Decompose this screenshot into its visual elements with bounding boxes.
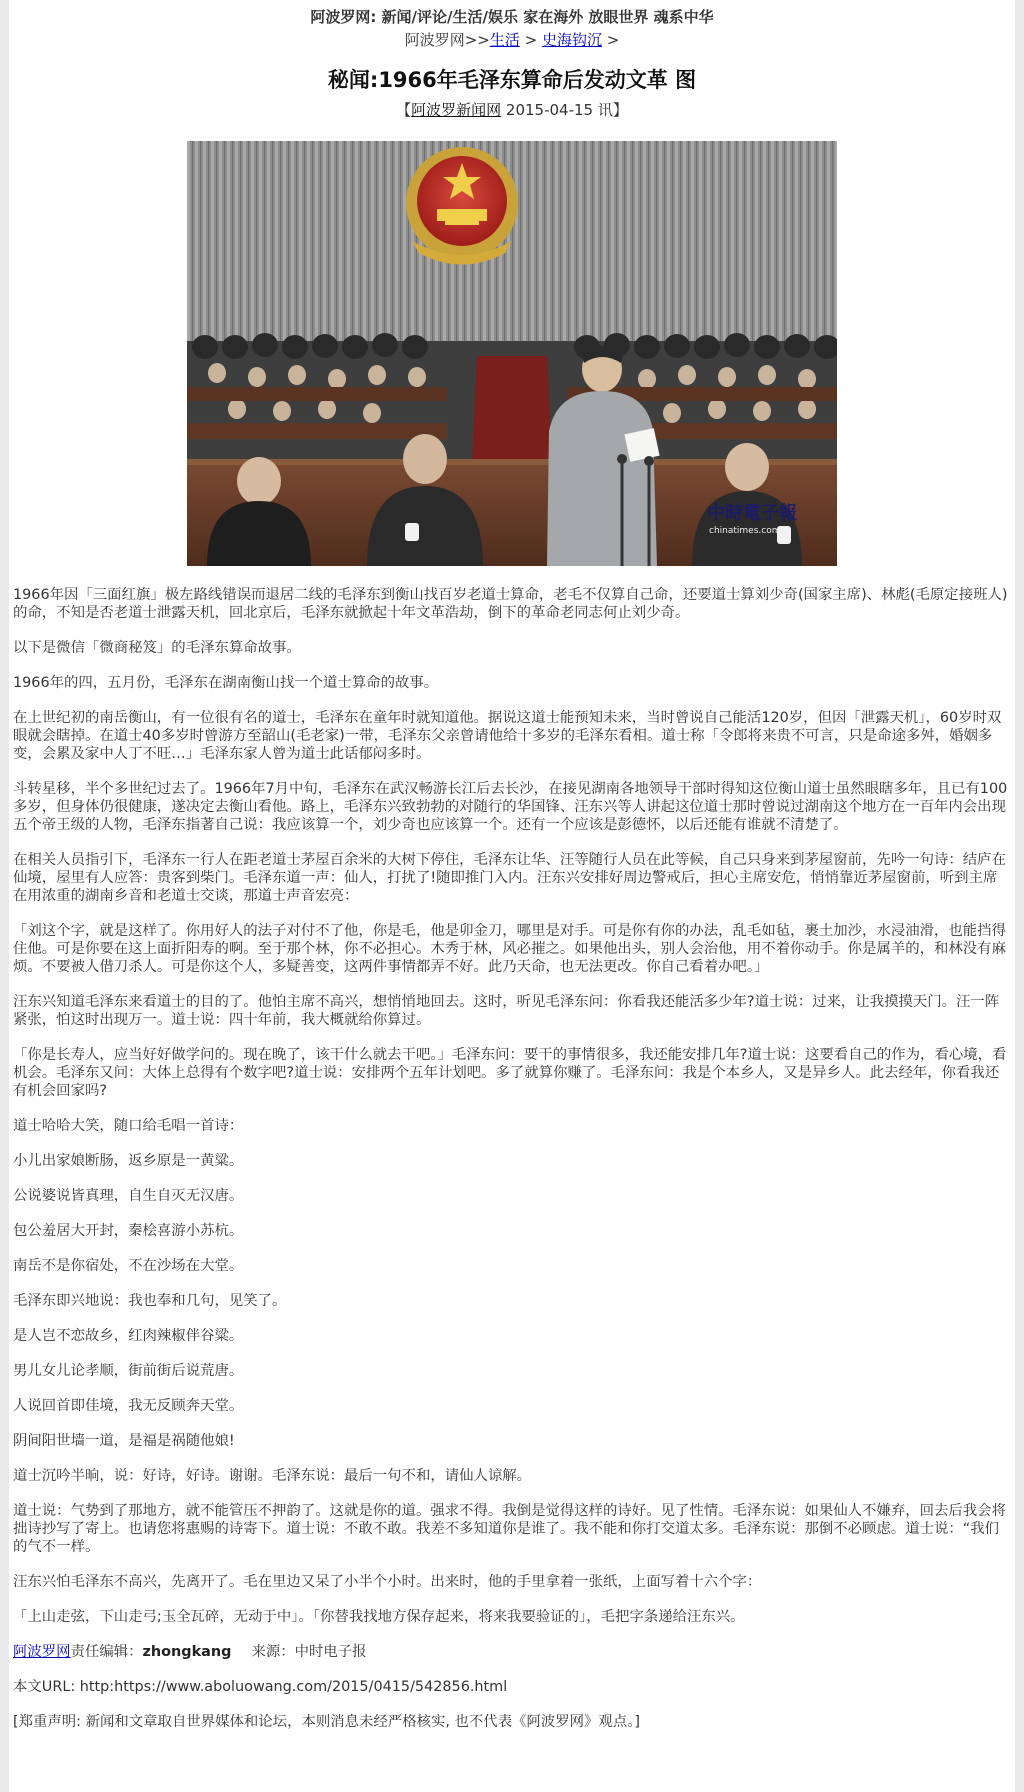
poem-line: 男儿女儿论孝顺，街前街后说荒唐。 — [13, 1363, 244, 1379]
meta-date: 2015-04-15 讯】 — [501, 101, 628, 119]
article-paragraph: 道士沉吟半晌，说：好诗，好诗。谢谢。毛泽东说：最后一句不和，请仙人谅解。 — [13, 1468, 532, 1484]
page — [9, 0, 1015, 1792]
watermark-sub: chinatimes.com — [709, 526, 781, 536]
poem-line: 小儿出家娘断肠，返乡原是一黄粱。 — [13, 1153, 244, 1169]
article-paragraph: 在相关人员指引下，毛泽东一行人在距老道士茅屋百余米的大树下停住，毛泽东让华、汪等随行人员在此等候，自己只身来到茅屋窗前，先吟一句诗：结庐在仙境，屋里有人应答：贵客到柴门。毛泽东道一声：仙人，打扰了!随即推门入内。汪东兴安排好周边警戒后，担心主席安危，悄悄靠近茅屋窗前，听到主席在用浓重的湖南乡音和老道士交谈，那道士声音宏亮： — [13, 852, 1006, 904]
photo-illustration — [187, 141, 837, 566]
article-photo — [187, 141, 837, 566]
meta-source-link[interactable]: 阿波罗新闻网 — [411, 101, 502, 119]
article-body — [13, 586, 1011, 1748]
article-paragraph: 毛泽东即兴地说：我也奉和几句，见笑了。 — [13, 1293, 287, 1309]
editor-site-link[interactable]: 阿波罗网 — [13, 1644, 71, 1660]
breadcrumb-separator: > — [519, 31, 542, 49]
disclaimer: [郑重声明: 新闻和文章取自世界媒体和论坛，本则消息未经严格核实, 也不代表《阿波罗网》观点。] — [13, 1714, 641, 1730]
article-paragraph: 1966年的四，五月份，毛泽东在湖南衡山找一个道士算命的故事。 — [13, 675, 439, 691]
article-url: 本文URL: http:https://www.aboluowang.com/2015/0415/542856.html — [13, 1679, 508, 1695]
article-paragraph: 在上世纪初的南岳衡山，有一位很有名的道士，毛泽东在童年时就知道他。据说这道士能预知未来，当时曾说自己能活120岁，但因「泄露天机」，60岁时双眼就会瞎掉。在道士40多岁时曾游方至韶山(毛老家)一带，毛泽东父亲曾请他给十多岁的毛泽东看相。道士称「令郎将来贵不可言，只是命途多舛，婚姻多变，会累及家中人丁不旺…」毛泽东家人曾为道士此话郁闷多时。 — [13, 710, 1002, 762]
source-label: 来源：中时电子报 — [251, 1644, 367, 1660]
article-meta — [9, 99, 1015, 121]
editor-line — [13, 1643, 1011, 1661]
meta-bracket-open: 【 — [396, 101, 412, 119]
article-paragraph: 「你是长寿人，应当好好做学问的。现在晚了，该干什么就去干吧。」毛泽东问：要干的事情很多，我还能安排几年?道士说：这要看自己的作为，看心境，看机会。毛泽东又问：大体上总得有个数字吧?道士说：安排两个五年计划吧。多了就算你赚了。毛泽东问：我是个本乡人，又是异乡人。此去经年，你看我还有机会回家吗? — [13, 1047, 1007, 1099]
breadcrumb-link-history[interactable]: 史海钩沉 — [541, 31, 602, 49]
article-paragraph: 道士哈哈大笑，随口给毛唱一首诗： — [13, 1118, 244, 1134]
article-paragraph: 汪东兴怕毛泽东不高兴，先离开了。毛在里边又呆了小半个小时。出来时，他的手里拿着一张纸，上面写着十六个字： — [13, 1574, 762, 1590]
poem-line: 公说婆说皆真理，自生自灭无汉唐。 — [13, 1188, 244, 1204]
breadcrumb — [9, 30, 1015, 51]
poem-line: 人说回首即佳境，我无反顾奔天堂。 — [13, 1398, 244, 1414]
article-paragraph: 斗转星移，半个多世纪过去了。1966年7月中旬，毛泽东在武汉畅游长江后去长沙，在接见湖南各地领导干部时得知这位衡山道士虽然眼瞎多年，且已有100多岁，但身体仍很健康，遂决定去衡山看他。路上，毛泽东兴致勃勃的对随行的华国锋、汪东兴等人讲起这位道士那时曾说过湖南这个地方在一百年内会出现五个帝王级的人物，毛泽东指著自己说：我应该算一个，刘少奇也应该算一个。还有一个应该是彭德怀，以后还能有谁就不清楚了。 — [13, 781, 1008, 833]
editor-name: zhongkang — [142, 1644, 232, 1660]
article-paragraph: 以下是微信「微商秘笈」的毛泽东算命故事。 — [13, 640, 301, 656]
poem-line: 阴间阳世墙一道，是福是祸随他娘! — [13, 1433, 235, 1449]
article-paragraph: 1966年因「三面红旗」极左路线错误而退居二线的毛泽东到衡山找百岁老道士算命，老毛不仅算自己命，还要道士算刘少奇(国家主席)、林彪(毛原定接班人)的命，不知是否老道士泄露天机，回北京后，毛泽东就掀起十年文革浩劫，倒下的革命老同志何止刘少奇。 — [13, 587, 1008, 621]
poem-line: 是人岂不恋故乡，红肉辣椒伴谷粱。 — [13, 1328, 244, 1344]
breadcrumb-link-life[interactable]: 生活 — [489, 31, 520, 49]
article-title: 秘闻:1966年毛泽东算命后发动文革 图 — [327, 68, 697, 92]
national-emblem — [406, 147, 518, 265]
poem-line: 南岳不是你宿处，不在沙场在大堂。 — [13, 1258, 244, 1274]
article-paragraph: 汪东兴知道毛泽东来看道士的目的了。他怕主席不高兴，想悄悄地回去。这时，听见毛泽东问：你看我还能活多少年?道士说：过来，让我摸摸天门。汪一阵紧张，怕这时出现万一。道士说：四十年前，我大概就给你算过。 — [13, 994, 1000, 1028]
editor-label: 责任编辑： — [70, 1644, 143, 1660]
poem-line: 包公羞居大开封，秦桧喜游小苏杭。 — [13, 1223, 244, 1239]
breadcrumb-home: 阿波罗网>> — [404, 31, 490, 49]
article-paragraph: 「刘这个字，就是这样了。你用好人的法子对付不了他，你是毛，他是卯金刀，哪里是对手。可是你有你的办法，乱毛如毡，裹土加沙，水浸油滑，也能挡得住他。可是你要在这上面折阳寿的啊。至于那个林，你不必担心。木秀于林，风必摧之。如果他出头，别人会治他，用不着你动手。你是属羊的，和林没有麻烦。不要被人借刀杀人。可是你这个人，多疑善变，这两件事情都弄不好。此乃天命，也无法更改。你自己看着办吧。」 — [13, 923, 1006, 975]
article-paragraph: 「上山走弦，下山走弓;玉全瓦碎，无动于中」。「你替我找地方保存起来，将来我要验证的」，毛把字条递给汪东兴。 — [13, 1609, 745, 1625]
watermark-main: 中時電子報 — [707, 503, 797, 524]
article-paragraph: 道士说：气势到了那地方，就不能管压不押韵了。这就是你的道。强求不得。我倒是觉得这样的诗好。见了性情。毛泽东说：如果仙人不嫌弃，回去后我会将拙诗抄写了寄上。也请您将惠赐的诗寄下。道士说：不敢不敢。我差不多知道你是谁了。我不能和你打交道太多。毛泽东说：那倒不必顾虑。道士说：“我们的气不一样。 — [13, 1503, 1006, 1555]
breadcrumb-tail: > — [601, 31, 620, 49]
site-banner: 阿波罗网: 新闻/评论/生活/娱乐 家在海外 放眼世界 魂系中华 — [310, 8, 714, 26]
